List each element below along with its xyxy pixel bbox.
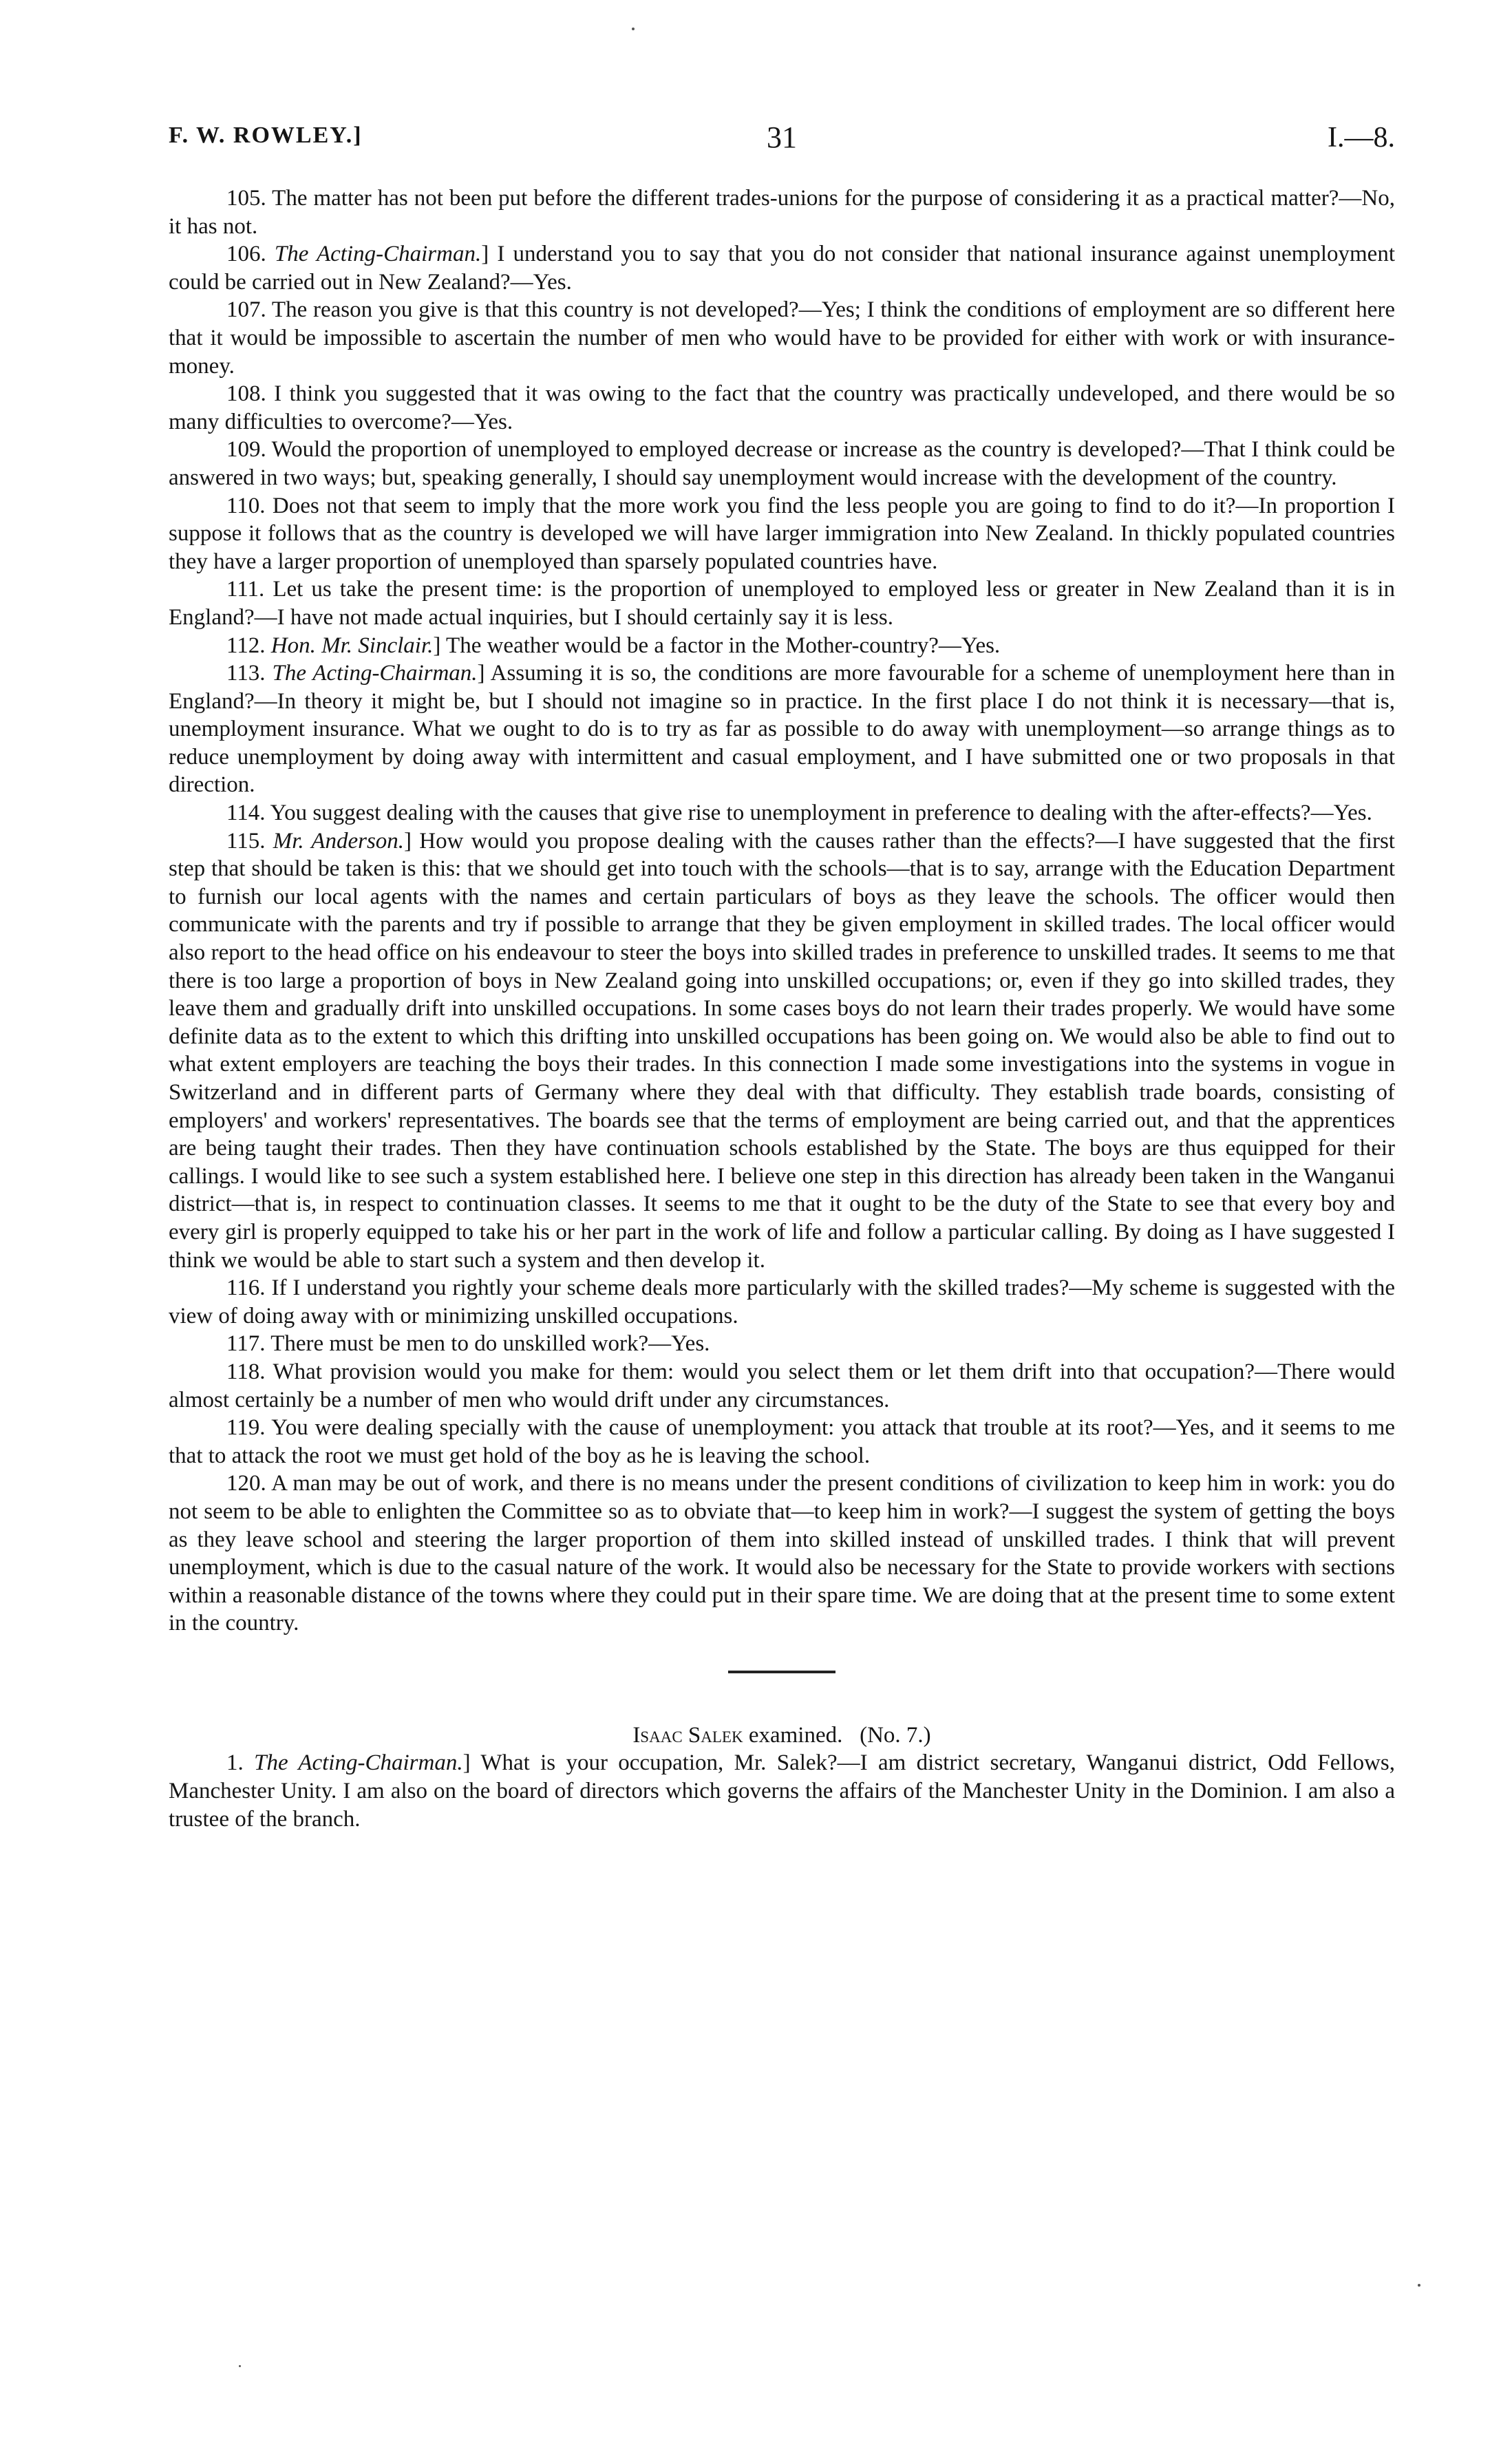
question-paragraph: 112. Hon. Mr. Sinclair.] The weather would be a factor in the Mother-country?—Yes. (226, 633, 1001, 658)
question-text: If I understand you rightly your scheme deals more particularly with the skilled trades?—My scheme is suggested with the view of doing away with or minimizing unskilled occupations. (169, 1275, 1395, 1328)
question-number: 110. (226, 493, 266, 518)
question-text: What provision would you make for them: would you select them or let them drift into that occupation?—There would almost certainly be a number of men who would drift under any circumstances. (169, 1359, 1396, 1412)
question-paragraph (169, 1470, 1395, 1638)
scan-speck (1418, 2284, 1420, 2287)
question-paragraph: 106. The Acting-Chairman.] I understand you to say that you do not consider that national insurance against unemployment could be carried out in New Zealand?—Yes. (169, 242, 1395, 295)
question-paragraph (169, 799, 1395, 827)
scan-speck (239, 2365, 241, 2367)
question-paragraph (169, 436, 1395, 491)
examined-label: examined. (748, 1722, 843, 1748)
question-number: 106. (226, 242, 266, 267)
question-text: The reason you give is that this country is not developed?—Yes; I think the conditions of employment are so different here that it would be impossible to ascertain the number of men who would have to be provided for either with work or with insurance-money. (169, 297, 1395, 379)
rowley-evidence (169, 184, 1395, 1638)
question-number: 112. (226, 633, 266, 658)
page-number: 31 (767, 120, 797, 154)
question-text: A man may be out of work, and there is no means under the present conditions of civilization to keep him in work: you do not seem to be able to enlighten the Committee so as to obviate that—to keep him in work?—I suggest the system of getting the boys as they leave school and steering the larger proportion of them into skilled instead of unskilled trades. I think that will prevent unemployment, which is due to the casual nature of the work. It would also be necessary for the State to provide workers with sections within a reasonable distance of the towns where they could put in their spare time. We are doing that at the present time to some extent in the country. (169, 1471, 1395, 1636)
witness-name-header: F. W. ROWLEY.] (169, 123, 363, 148)
witness-number: (No. 7.) (860, 1722, 931, 1748)
paper-reference: I.—8. (1328, 122, 1395, 153)
question-paragraph (169, 1414, 1395, 1470)
question-text: Would the proportion of unemployed to employed decrease or increase as the country is developed?—That I think could be answered in two ways; but, speaking generally, I should say unemployment would increase with the development of the country. (169, 437, 1395, 490)
question-text: You suggest dealing with the causes that give rise to unemployment in preference to dealing with the after-effects?—Yes. (270, 801, 1372, 826)
minutes-of-evidence (169, 184, 1395, 1833)
question-text: The weather would be a factor in the Mother-country?—Yes. (446, 633, 1001, 658)
question-number: 111. (226, 577, 265, 602)
question-text: The matter has not been put before the different trades-unions for the purpose of considering it as a practical matter?—No, it has not. (169, 186, 1395, 239)
question-paragraph: 113. The Acting-Chairman.] Assuming it is so, the conditions are more favourable for a scheme of unemployment here than in England?—In theory it might be, but I should not imagine so in practice. In the first place I do not think it is necessary—that is, unemployment insurance. What we ought to do is to try as far as possible to do away with unemployment—so arrange things as to reduce unemployment by doing away with intermittent and casual employment, and I have submitted one or two proposals in that direction. (169, 661, 1395, 798)
speaker-name: The Acting-Chairman. (254, 1750, 463, 1776)
question-text: I understand you to say that you do not consider that national insurance against unemployment could be carried out in New Zealand?—Yes. (169, 242, 1395, 295)
question-number: 116. (226, 1275, 266, 1301)
question-number: 108. (226, 381, 266, 407)
witness-name: Isaac Salek (632, 1722, 743, 1748)
question-paragraph (169, 184, 1395, 240)
question-number: 1. (226, 1750, 244, 1776)
question-paragraph (169, 1330, 1395, 1358)
speaker-name: The Acting-Chairman. (272, 661, 478, 686)
question-text: How would you propose dealing with the causes rather than the effects?—I have suggested that the first step that should be taken is this: that we should get into touch with the schools—that is to say, arrange with the Education Department to furnish our local agents with the names and certain particulars of boys as they leave the schools. The officer would then communicate with the parents and try if possible to arrange that they be given employment in skilled trades. The local officer would also report to the head office on his endeavour to steer the boys into skilled trades in preference to unskilled trades. It seems to me that there is too large a proportion of boys in New Zealand going into unskilled occupations; or, even if they go into skilled trades, they leave them and gradually drift into unskilled occupations. In some cases boys do not learn their trades properly. We would have some definite data as to the extent to which this drifting into unskilled occupations has been going on. We would also be able to find out to what extent employers are teaching the boys their trades. In this connection I made some investigations into the systems in vogue in Switzerland and in different parts of Germany where they deal with that difficulty. They establish trade boards, consisting of employers' and workers' representatives. The boards see that the terms of employment are being carried out, and that the apprentices are being taught their trades. Then they have continuation schools established by the State. The boys are thus equipped for their callings. I would like to see such a system established here. I believe one step in this direction has already been taken in the Wanganui district—that is, in respect to continuation classes. It seems to me that it ought to be the duty of the State to see that every boy and every girl is properly equipped to take his or her part in the work of life and follow a particular calling. By doing as I have suggested I think we would be able to start such a system and then develop it. (169, 828, 1395, 1273)
question-number: 115. (226, 828, 266, 854)
question-number: 120. (226, 1471, 266, 1496)
page-header (169, 120, 1395, 164)
question-number: 119. (226, 1415, 266, 1441)
speaker-name: Mr. Anderson. (273, 828, 405, 854)
question-text: What is your occupation, Mr. Salek?—I am district secretary, Wanganui district, Odd Fellows, Manchester Unity. I am also on the board of directors which governs the affairs of the Manchester Unity in the Dominion. I am also a trustee of the branch. (169, 1750, 1396, 1832)
question-paragraph: 115. Mr. Anderson.] How would you propose dealing with the causes rather than the effects?—I have suggested that the first step that should be taken is this: that we should get into touch with the schools—that is to say, arrange with the Education Department to furnish our local agents with the names and certain particulars of boys as they leave the schools. The officer would then communicate with the parents and try if possible to arrange that they be given employment in skilled trades. The local officer would also report to the head office on his endeavour to steer the boys into skilled trades in preference to unskilled trades. It seems to me that there is too large a proportion of boys in New Zealand going into unskilled occupations; or, even if they go into skilled trades, they leave them and gradually drift into unskilled occupations. In some cases boys do not learn their trades properly. We would have some definite data as to the extent to which this drifting into unskilled occupations has been going on. We would also be able to find out to what extent employers are teaching the boys their trades. In this connection I made some investigations into the systems in vogue in Switzerland and in different parts of Germany where they deal with that difficulty. They establish trade boards, consisting of employers' and workers' representatives. The boards see that the terms of employment are being carried out, and that the apprentices are being taught their trades. Then they have continuation schools established by the State. The boys are thus equipped for their callings. I would like to see such a system established here. I believe one step in this direction has already been taken in the Wanganui district—that is, in respect to continuation classes. It seems to me that it ought to be the duty of the State to see that every boy and every girl is properly equipped to take his or her part in the work of life and follow a particular calling. By doing as I have suggested I think we would be able to start such a system and then develop it. (169, 828, 1395, 1273)
question-number: 114. (226, 801, 266, 826)
examination-heading (169, 1722, 1395, 1750)
scan-speck (632, 28, 635, 30)
section-divider (728, 1671, 835, 1673)
salek-evidence (169, 1749, 1395, 1833)
question-paragraph: 1. The Acting-Chairman.] What is your occupation, Mr. Salek?—I am district secretary, Wanganui district, Odd Fellows, Manchester Unity. I am also on the board of directors which governs the affairs of the Manchester Unity in the Dominion. I am also a trustee of the branch. (169, 1750, 1396, 1832)
speaker-name: Hon. Mr. Sinclair. (270, 633, 434, 658)
question-number: 118. (226, 1359, 266, 1384)
question-number: 105. (226, 186, 266, 211)
question-number: 117. (226, 1331, 266, 1357)
question-paragraph (169, 296, 1395, 380)
question-paragraph (169, 380, 1395, 436)
question-number: 109. (226, 437, 266, 463)
question-paragraph (169, 575, 1395, 631)
question-text: I think you suggested that it was owing to the fact that the country was practically undeveloped, and there would be so many difficulties to overcome?—Yes. (169, 381, 1395, 434)
question-text: Let us take the present time: is the proportion of unemployed to employed less or greater in New Zealand than it is in England?—I have not made actual inquiries, but I should certainly say it is less. (169, 577, 1395, 630)
question-number: 107. (226, 297, 266, 323)
speaker-name: The Acting-Chairman. (274, 242, 482, 267)
question-text: There must be men to do unskilled work?—Yes. (270, 1331, 710, 1357)
question-text: Does not that seem to imply that the more work you find the less people you are going to find to do it?—In proportion I suppose it follows that as the country is developed we will have larger immigration into New Zealand. In thickly populated countries they have a larger proportion of unemployed than sparsely populated countries have. (169, 493, 1396, 574)
question-paragraph (169, 1358, 1395, 1414)
question-text: Assuming it is so, the conditions are more favourable for a scheme of unemployment here than in England?—In theory it might be, but I should not imagine so in practice. In the first place I do not think it is necessary—that is, unemployment insurance. What we ought to do is to try as far as possible to do away with unemployment—so arrange things as to reduce unemployment by doing away with intermittent and casual employment, and I have submitted one or two proposals in that direction. (169, 661, 1395, 798)
question-text: You were dealing specially with the cause of unemployment: you attack that trouble at its root?—Yes, and it seems to me that to attack the root we must get hold of the boy as he is leaving the school. (169, 1415, 1395, 1468)
question-paragraph (169, 492, 1395, 576)
question-number: 113. (226, 661, 266, 686)
question-paragraph (169, 1274, 1395, 1330)
